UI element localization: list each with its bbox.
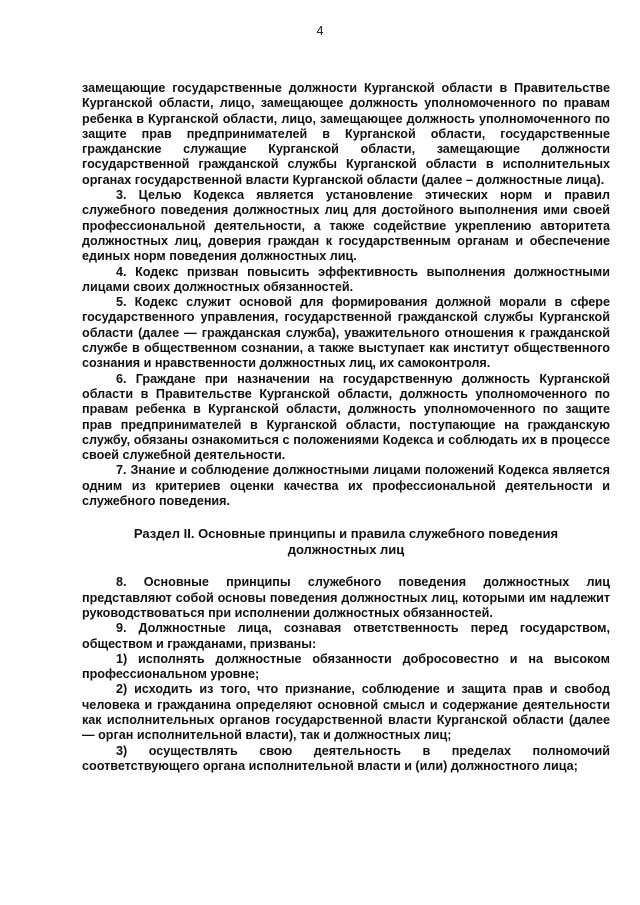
paragraph-7: 7. Знание и соблюдение должностными лицами положений Кодекса является одним из критериев оценки качества их профессиональной деятельности и служебного поведения. <box>82 463 610 509</box>
section-heading-line-1: Раздел II. Основные принципы и правила служебного поведения <box>133 526 559 542</box>
paragraph: замещающие государственные должности Курганской области в Правительстве Курганской области, лицо, замещающее должность уполномоченного по правам ребенка в Курганской области, лицо, замещающее должность уполномоченного по защите прав предпринимателей в Курганской области, государственные гражданские служащие Курганской области, замещающие должности государственной гражданской службы Курганской области в исполнительных органах государственной власти Курганской области (далее – должностные лица). <box>82 81 610 187</box>
paragraph-6: 6. Граждане при назначении на государственную должность Курганской области в Правительстве Курганской области, должность уполномоченного по правам ребенка в Курганской области, должность уполномоченного по защите прав предпринимателей в Курганской области, поступающие на гражданскую службу, обязаны ознакомиться с положениями Кодекса и соблюдать их в процессе своей служебной деятельности. <box>82 371 610 463</box>
paragraph-4: 4. Кодекс призван повысить эффективность выполнения должностными лицами своих должностных обязанностей. <box>82 264 610 294</box>
section-heading <box>82 526 610 558</box>
list-item-1: 1) исполнять должностные обязанности добросовестно и на высоком профессиональном уровне; <box>82 651 610 682</box>
page-number: 4 <box>316 24 324 38</box>
paragraph-9: 9. Должностные лица, сознавая ответственность перед государством, обществом и гражданами, призваны: <box>82 621 610 651</box>
paragraph-3: 3. Целью Кодекса является установление этических норм и правил служебного поведения должностных лиц для достойного выполнения ими своей профессиональной деятельности, а также содействие укреплению авторитета должностных лиц, доверия граждан к государственным органам и обеспечение единых норм поведения должностных лиц. <box>82 188 610 264</box>
paragraph-8: 8. Основные принципы служебного поведения должностных лиц представляют собой основы поведения должностных лиц, которыми им надлежит руководствоваться при исполнении должностных обязанностей. <box>82 575 610 620</box>
document-body <box>82 81 610 774</box>
section-heading-line-2: должностных лиц <box>287 542 405 558</box>
paragraph-5: 5. Кодекс служит основой для формирования должной морали в сфере государственного управления, государственной гражданской службы Курганской области (далее — гражданская служба), уважительного отношения к гражданской службе в общественном сознании, а также выступает как институт общественного сознания и нравственности должностных лиц, их самоконтроля. <box>82 295 610 371</box>
list-item-3: 3) осуществлять свою деятельность в пределах полномочий соответствующего органа исполнительной власти и (или) должностного лица; <box>82 743 610 773</box>
list-item-2: 2) исходить из того, что признание, соблюдение и защита прав и свобод человека и гражданина определяют основной смысл и содержание деятельности как исполнительных органов государственной власти Курганской области (далее — орган исполнительной власти), так и должностных лиц; <box>82 682 610 743</box>
